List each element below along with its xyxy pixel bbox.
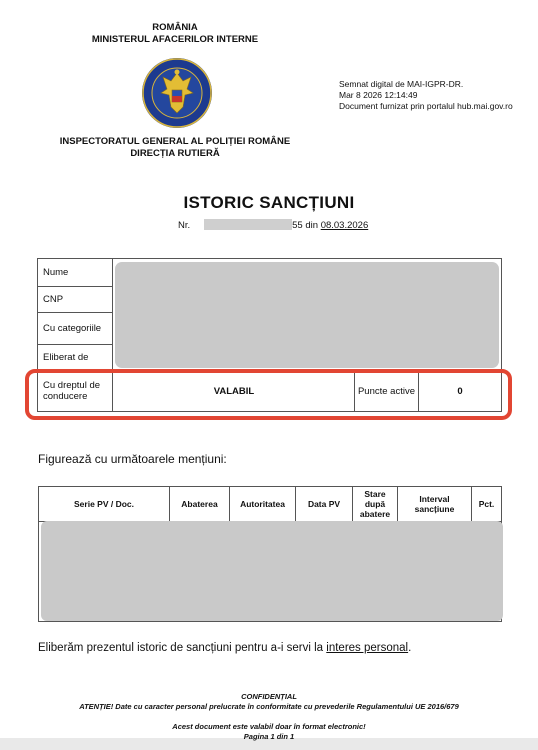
redacted-holder-data — [115, 262, 499, 368]
label-cnp: CNP — [38, 287, 113, 312]
nr-din: din — [305, 220, 319, 231]
col-abaterea: Abaterea — [170, 487, 230, 521]
document-title: ISTORIC SANCȚIUNI — [183, 193, 355, 212]
police-crest-icon — [141, 57, 213, 129]
header-country: ROMÂNIA — [152, 22, 198, 33]
col-autoritatea: Autoritatea — [230, 487, 296, 521]
col-stare: Stare după abatere — [353, 487, 398, 521]
digital-signature — [339, 79, 513, 112]
footer-electronic: Acest document este valabil doar în format electronic! — [172, 722, 366, 731]
document-number-line — [178, 219, 368, 231]
document-date: 08.03.2026 — [320, 220, 369, 231]
col-pct: Pct. — [478, 499, 495, 509]
footer-attention: ATENȚIE! Date cu caracter personal prelucrate în conformitate cu prevederile Regulamentului UE 2016/679 — [79, 702, 459, 711]
statement-suffix: . — [408, 642, 412, 654]
nr-suffix: 55 — [292, 220, 303, 231]
col-data-pv: Data PV — [296, 487, 353, 521]
col-interval: Interval sancțiune — [398, 487, 472, 521]
sanctions-table — [38, 486, 502, 622]
label-categorii: Cu categoriile — [38, 313, 113, 344]
highlight-frame — [25, 369, 512, 420]
footer-page: Pagina 1 din 1 — [243, 732, 295, 741]
header-inspectorate: INSPECTORATUL GENERAL AL POLIȚIEI ROMÂNE — [59, 136, 291, 147]
nr-prefix: Nr. — [178, 220, 191, 231]
mentions-heading: Figurează cu următoarele mențiuni: — [38, 452, 227, 466]
col-serie-pv: Serie PV / Doc. — [39, 487, 170, 521]
redacted-number — [204, 219, 292, 230]
points-value: 0 — [457, 385, 463, 397]
license-status: VALABIL — [114, 371, 355, 411]
label-drept-conducere: Cu dreptul de conducere — [38, 371, 113, 411]
redacted-sanctions — [41, 521, 503, 621]
statement-purpose: interes personal — [326, 642, 409, 654]
label-nume: Nume — [38, 259, 113, 286]
signature-line-3: Document furnizat prin portalul hub.mai.gov.ro — [339, 101, 513, 111]
label-eliberat-de: Eliberat de — [38, 345, 113, 370]
header-ministry: MINISTERUL AFACERILOR INTERNE — [91, 34, 259, 45]
label-puncte-active: Puncte active — [355, 371, 419, 411]
issuance-statement — [38, 642, 411, 654]
header-directorate: DIRECȚIA RUTIERĂ — [130, 148, 220, 159]
signature-line-1: Semnat digital de MAI-IGPR-DR. — [339, 79, 464, 89]
footer-confidential: CONFIDENȚIAL — [241, 692, 297, 701]
signature-line-2: Mar 8 2026 12:14:49 — [339, 90, 418, 100]
statement-prefix: Eliberăm prezentul istoric de sancțiuni pentru a-i servi la — [38, 642, 327, 654]
